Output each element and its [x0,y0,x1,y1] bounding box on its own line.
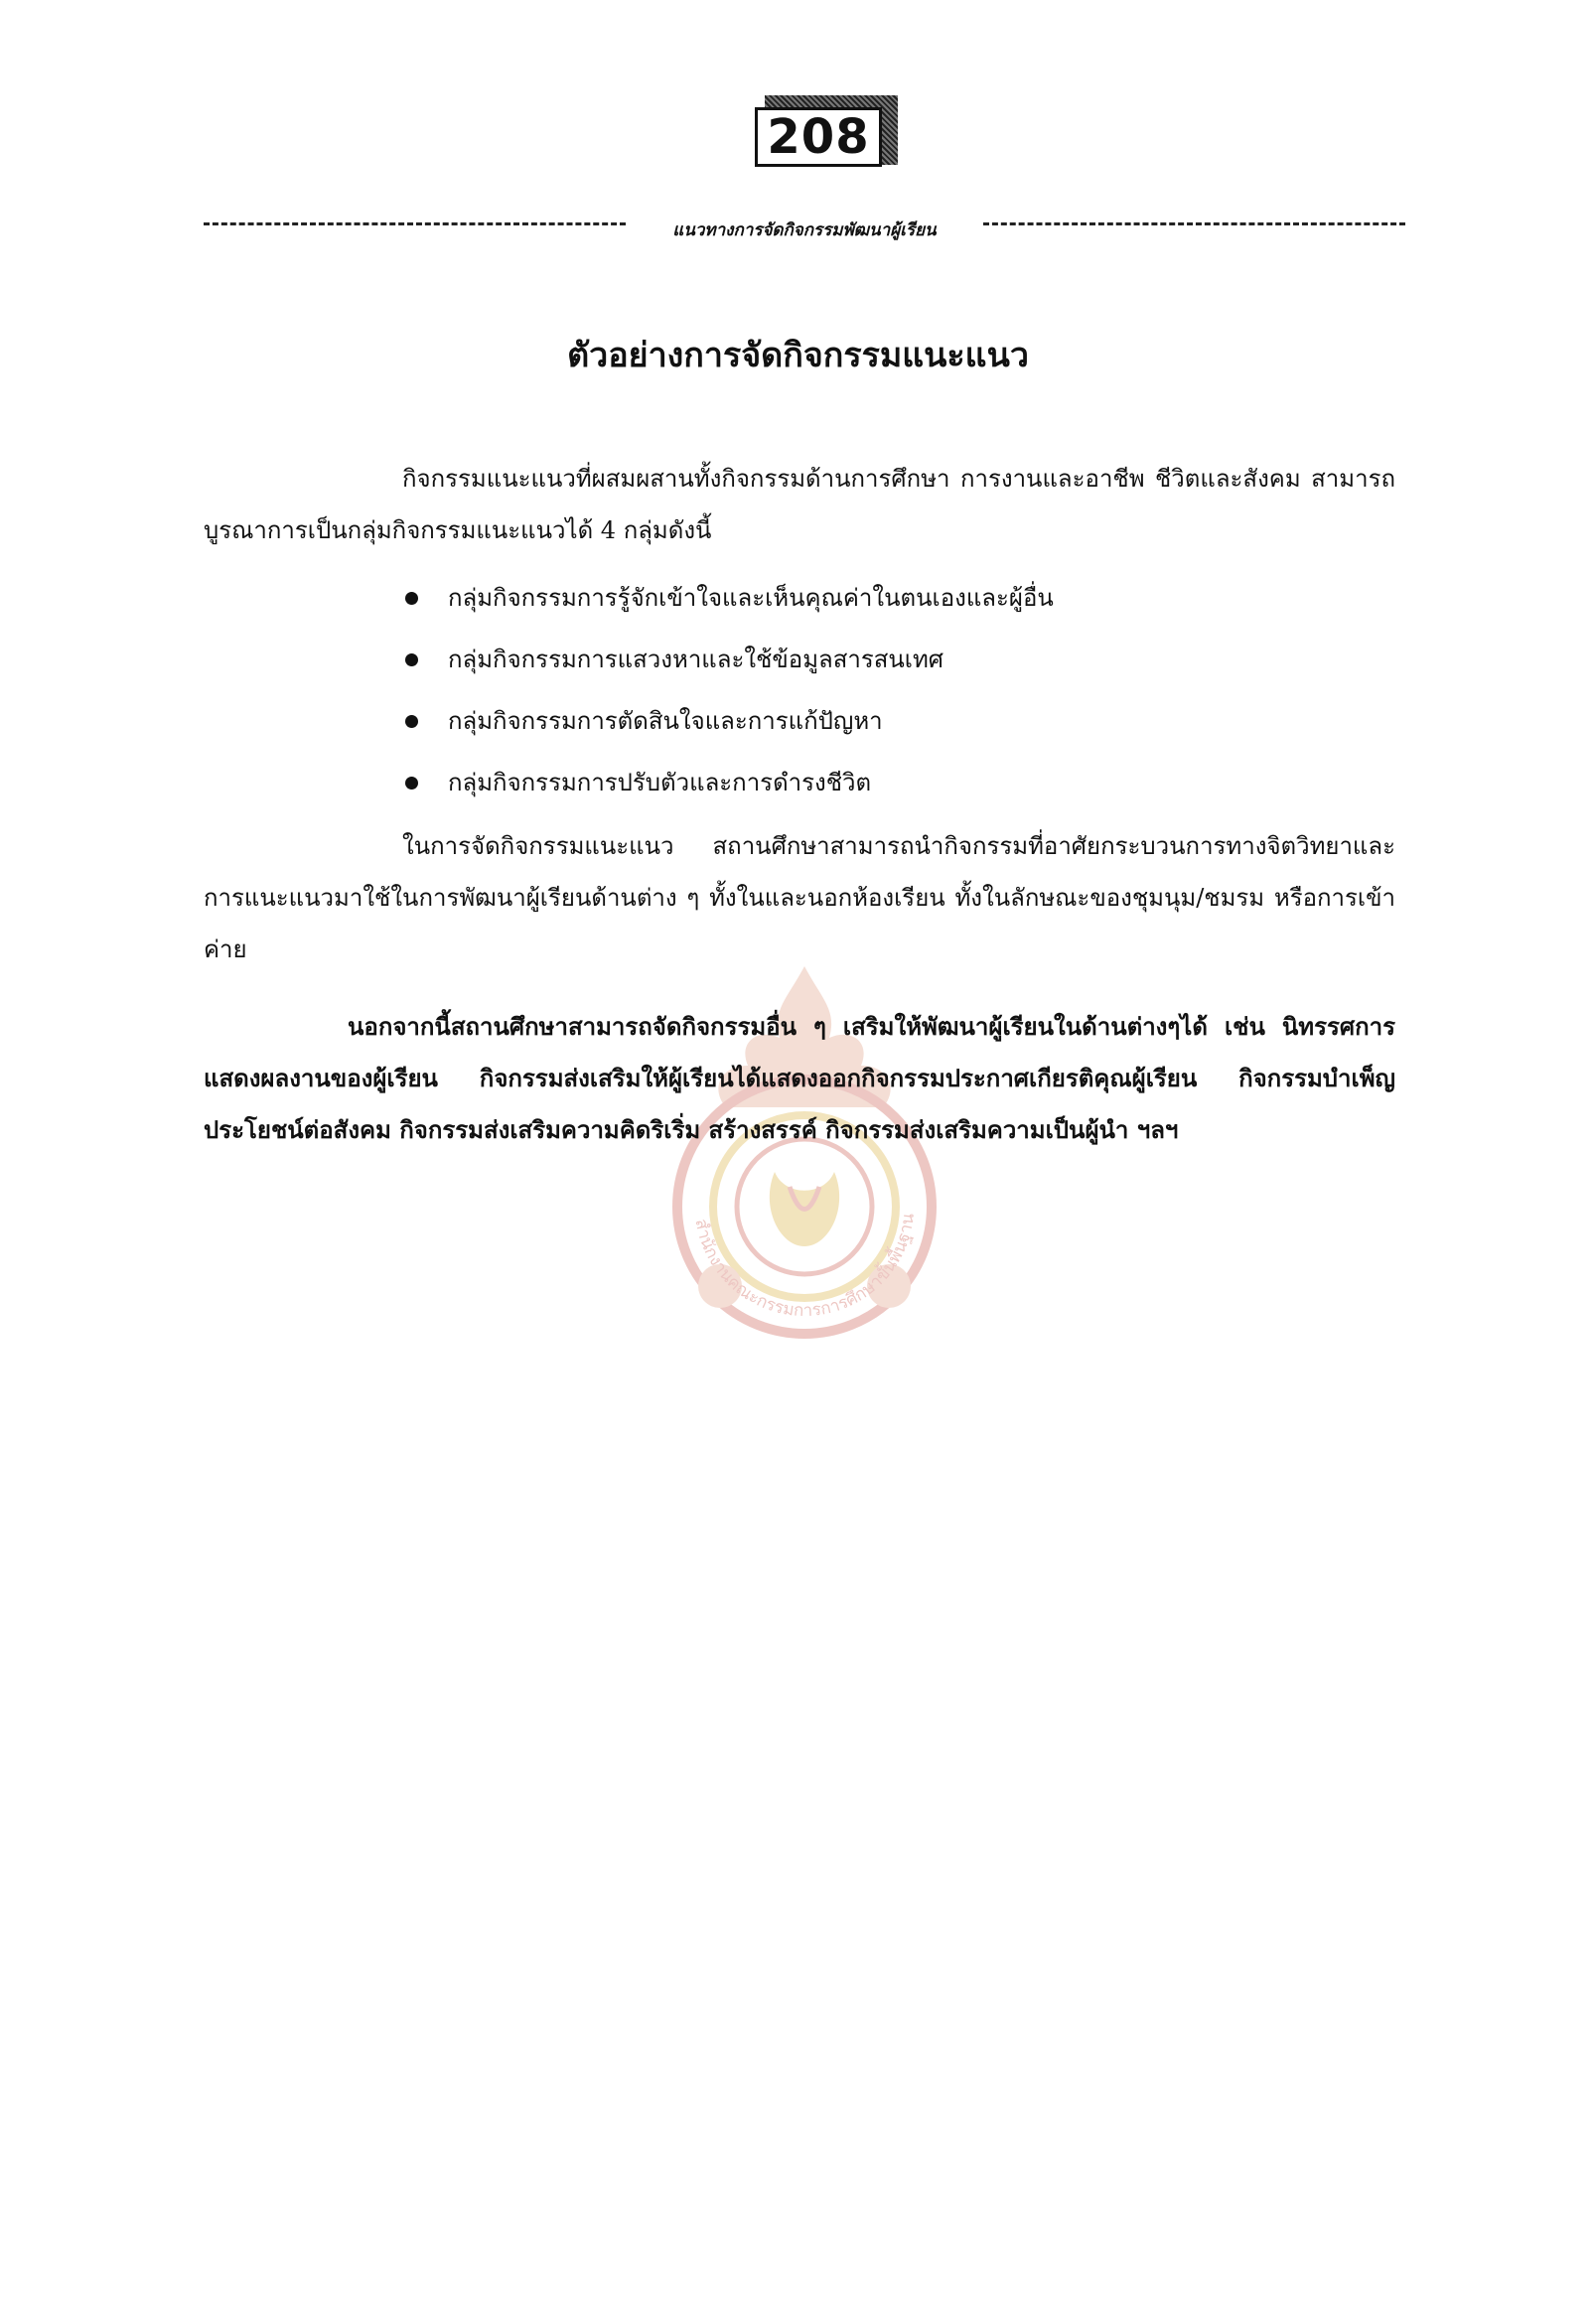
activity-group-list [397,572,1054,818]
list-item-text: กลุ่มกิจกรรมการปรับตัวและการดำรงชีวิต [448,769,872,796]
list-item-text: กลุ่มกิจกรรมการตัดสินใจและการแก้ปัญหา [448,707,883,735]
list-item [397,572,1054,634]
list-item-text: กลุ่มกิจกรรมการแสวงหาและใช้ข้อมูลสารสนเทศ [448,646,944,673]
header-rule-right [983,222,1405,225]
watermark-text: สำนักงานคณะกรรมการการศึกษาขั้นพื้นฐาน [690,1212,919,1322]
paragraph-guidance-methods: ในการจัดกิจกรรมแนะแนว สถานศึกษาสามารถนำกิจกรรมที่อาศัยกระบวนการทางจิตวิทยาและการแนะแนวมาใช้ในการพัฒนาผู้เรียนด้านต่าง ๆ ทั้งในและนอกห้องเรียน ทั้งในลักษณะของชุมนุม/ชมรม หรือการเข้าค่าย [204,832,1395,963]
list-item [397,634,1054,695]
bullet-icon [405,777,418,790]
running-header: แนวทางการจัดกิจกรรมพัฒนาผู้เรียน [672,220,937,240]
list-item [397,695,1054,757]
paragraph-intro: กิจกรรมแนะแนวที่ผสมผสานทั้งกิจกรรมด้านการศึกษา การงานและอาชีพ ชีวิตและสังคม สามารถบูรณาการเป็นกลุ่มกิจกรรมแนะแนวได้ 4 กลุ่มดังนี้ [204,465,1395,544]
bullet-icon [405,653,418,666]
page-title: ตัวอย่างการจัดกิจกรรมแนะแนว [567,336,1029,375]
list-item-text: กลุ่มกิจกรรมการรู้จักเข้าใจและเห็นคุณค่าในตนเองและผู้อื่น [448,584,1054,612]
header-rule-left [204,222,626,225]
list-item [397,757,1054,818]
bullet-icon [405,715,418,728]
page-number-box [755,95,898,175]
bullet-icon [405,592,418,605]
page-number: 208 [755,107,882,167]
paragraph-other-activities: นอกจากนี้สถานศึกษาสามารถจัดกิจกรรมอื่น ๆ เสริมให้พัฒนาผู้เรียนในด้านต่างๆได้ เช่น นิทรรศการแสดงผลงานของผู้เรียน กิจกรรมส่งเสริมให้ผู้เรียนได้แสดงออกกิจกรรมประกาศเกียรติคุณผู้เรียน กิจกรรมบำเพ็ญประโยชน์ต่อสังคม กิจกรรมส่งเสริมความคิดริเริ่ม สร้างสรรค์ กิจกรรมส่งเสริมความเป็นผู้นำ ฯลฯ [204,1012,1395,1144]
